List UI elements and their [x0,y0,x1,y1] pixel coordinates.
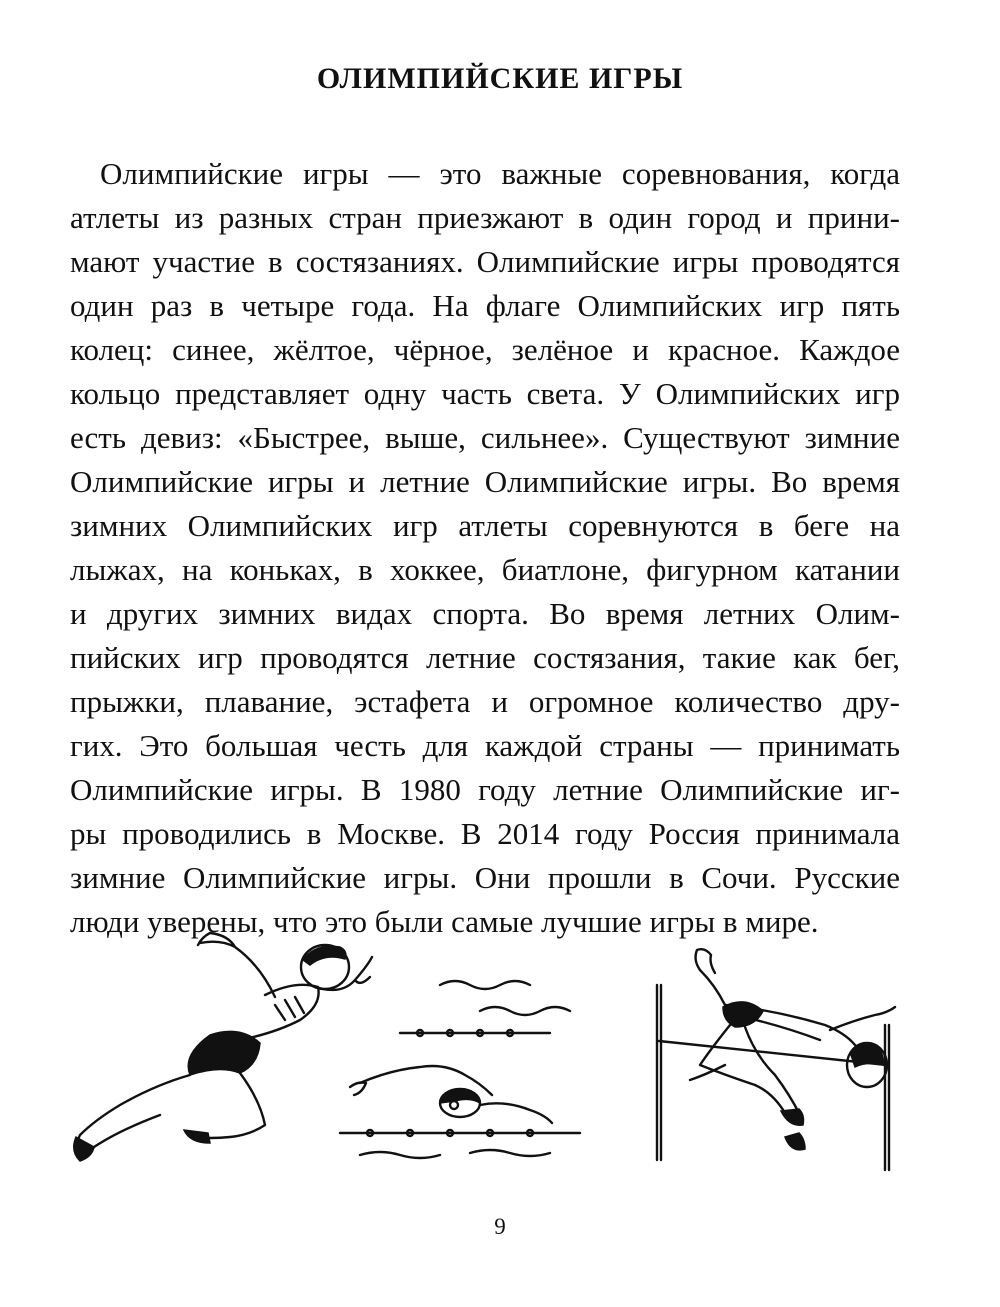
sports-illustrations [60,915,940,1185]
page-title: ОЛИМПИЙСКИЕ ИГРЫ [316,62,684,95]
text-line: ры проводились в Москве. В 2014 году Россия принимала [70,816,900,851]
text-line: колец: синее, жёлтое, чёрное, зелёное и красное. Каждое [70,332,900,367]
text-line: Олимпийские игры — это важные соревнования, когда [100,156,900,191]
text-line: есть девиз: «Быстрее, выше, сильнее». Существуют зимние [70,420,900,455]
text-line: лыжах, на коньках, в хоккее, биатлоне, фигурном катании [70,552,900,587]
text-line: мают участие в состязаниях. Олимпийские игры проводятся [70,244,900,279]
text-line: Олимпийские игры. В 1980 году летние Олимпийские иг- [70,772,900,807]
text-line: атлеты из разных стран приезжают в один город и прини- [70,200,900,235]
text-line: кольцо представляет одну часть света. У Олимпийских игр [70,376,900,411]
text-line: гих. Это большая честь для каждой страны — принимать [70,728,900,763]
text-line: и других зимних видах спорта. Во время летних Олим- [70,596,900,631]
text-line: пийских игр проводятся летние состязания, такие как бег, [70,640,900,675]
text-line: зимних Олимпийских игр атлеты соревнуются в беге на [70,508,900,543]
text-line: люди уверены, что это были самые лучшие игры в мире. [70,904,819,939]
text-line: один раз в четыре года. На флаге Олимпийских игр пять [70,288,900,323]
body-paragraph [70,152,900,944]
page-number: 9 [494,1214,506,1239]
text-line: зимние Олимпийские игры. Они прошли в Сочи. Русские [70,860,900,895]
text-line: Олимпийские игры и летние Олимпийские игры. Во время [70,464,900,499]
swimmer-illustration [330,955,590,1175]
high-jumper-illustration [605,915,945,1175]
text-line: прыжки, плавание, эстафета и огромное количество дру- [70,684,900,719]
